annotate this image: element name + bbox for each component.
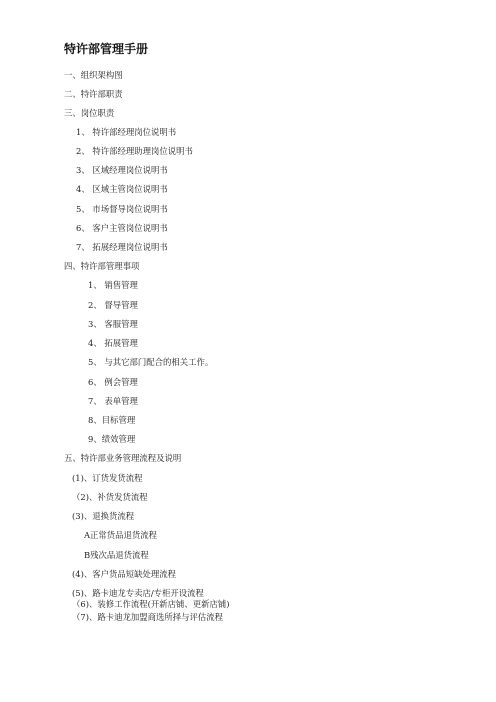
position-item: 6、 客户主管岗位说明书 — [76, 223, 168, 233]
matter-item: 2、 督导管理 — [88, 300, 138, 310]
section-heading-positions: 三、岗位职责 — [64, 108, 115, 118]
process-item: (1)、订货发货流程 — [72, 473, 143, 483]
process-item: (4)、客户货品短缺处理流程 — [72, 569, 176, 579]
position-item: 4、 区域主管岗位说明书 — [76, 184, 168, 194]
section-heading-processes: 五、特许部业务管理流程及说明 — [64, 453, 182, 463]
matter-item: 1、 销售管理 — [88, 280, 138, 290]
process-item: (5)、路卡迪龙专卖店/专柜开设流程 — [72, 588, 204, 598]
position-item: 3、 区域经理岗位说明书 — [76, 165, 168, 175]
matter-item: 4、 拓展管理 — [88, 338, 138, 348]
position-item: 2、 特许部经理助理岗位说明书 — [76, 146, 193, 156]
matter-item: 3、 客服管理 — [88, 319, 138, 329]
process-item: （2)、补货发货流程 — [72, 492, 148, 502]
matter-item: 9、绩效管理 — [88, 434, 136, 444]
matter-item: 7、 表单管理 — [88, 396, 138, 406]
process-item: （7)、路卡迪龙加盟商选所择与评估流程 — [72, 612, 223, 622]
process-subitem: A正常货品退货流程 — [84, 530, 158, 540]
section-heading-duties: 二、特许部职责 — [64, 89, 123, 99]
process-item: (3)、退换货流程 — [72, 511, 135, 521]
matter-item: 8、目标管理 — [88, 415, 136, 425]
section-heading-org-chart: 一、组织架构图 — [64, 70, 123, 80]
process-subitem: B残次品退货流程 — [84, 550, 149, 560]
matter-item: 5、 与其它部门配合的相关工作。 — [88, 357, 214, 367]
process-item: （6)、装修工作流程(开新店铺、更新店铺) — [72, 599, 230, 609]
section-heading-matters: 四、特许部管理事项 — [64, 261, 140, 271]
matter-item: 6、 例会管理 — [88, 377, 138, 387]
position-item: 1、 特许部经理岗位说明书 — [76, 127, 177, 137]
document-title: 特许部管理手册 — [64, 42, 149, 56]
position-item: 7、 拓展经理岗位说明书 — [76, 242, 168, 252]
position-item: 5、 市场督导岗位说明书 — [76, 204, 168, 214]
